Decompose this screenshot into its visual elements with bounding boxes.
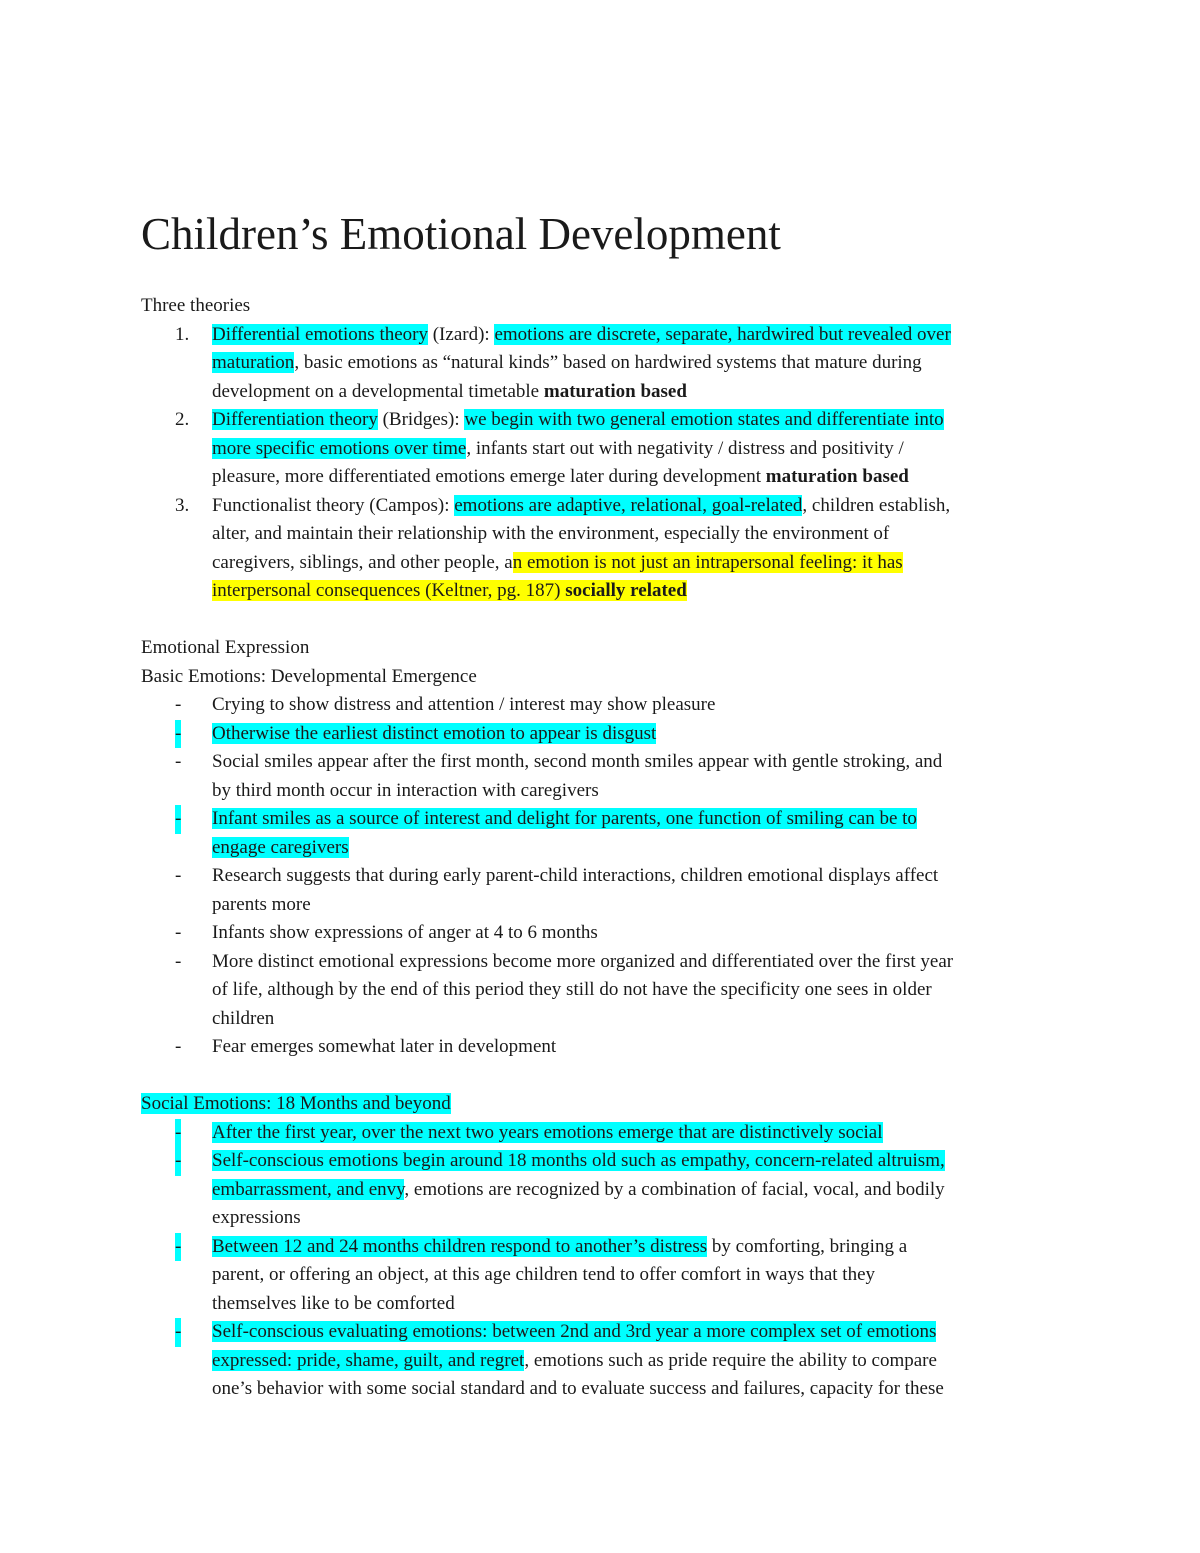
text-segment: , infants start out with negativity / distress and positivity / — [466, 437, 904, 459]
text-line — [212, 492, 1081, 521]
text-segment: alter, and maintain their relationship with the environment, especially the environment of — [212, 523, 890, 544]
text-line — [212, 1147, 1081, 1176]
highlighted-text: emotions are discrete, separate, hardwired but revealed over — [494, 323, 951, 345]
text-segment: (Bridges): — [377, 409, 465, 430]
highlighted-text: n emotion is not just an intrapersonal feeling: it has — [512, 551, 903, 573]
list-item — [141, 321, 1081, 407]
text-segment: Functionalist theory (Campos): — [212, 494, 455, 516]
text-line — [212, 1005, 1081, 1034]
section-heading-emotional-expression: Emotional Expression — [141, 637, 310, 658]
text-line — [212, 948, 1081, 977]
subheading-basic-emotions: Basic Emotions: Developmental Emergence — [141, 665, 477, 687]
highlighted-text: Otherwise the earliest distinct emotion to appear is disgust — [212, 722, 657, 744]
text-line — [212, 720, 1081, 749]
text-line — [212, 1375, 1081, 1404]
list-marker: - — [175, 1318, 181, 1347]
list-item — [141, 1318, 1081, 1404]
list-item — [141, 805, 1081, 862]
text-segment: of life, although by the end of this period they still do not have the specificity one sees in older — [212, 979, 932, 1000]
highlighted-text: Infant smiles as a source of interest and delight for parents, one function of smiling can be to — [212, 808, 917, 829]
text-segment: (Izard): — [427, 323, 495, 345]
text-line — [212, 1233, 1081, 1262]
list-item — [141, 406, 1081, 492]
text-line — [212, 777, 1081, 806]
text-line — [212, 691, 1081, 720]
text-line — [212, 919, 1081, 948]
list-item — [141, 1033, 1081, 1062]
highlighted-text: Differentiation theory — [212, 409, 378, 430]
highlighted-text: Differential emotions theory — [212, 323, 428, 345]
text-segment: one’s behavior with some social standard and to evaluate success and failures, capacity for these — [212, 1378, 944, 1399]
list-item — [141, 492, 1081, 606]
highlighted-text: emotions are adaptive, relational, goal-related — [454, 494, 803, 516]
text-line — [212, 577, 1081, 606]
text-line — [212, 549, 1081, 578]
text-segment: children — [212, 1007, 275, 1029]
highlighted-text: maturation — [212, 352, 295, 373]
social-emotions-list — [141, 1119, 1081, 1404]
text-line — [212, 748, 1081, 777]
list-item — [141, 720, 1081, 749]
text-segment: Infants show expressions of anger at 4 to 6 months — [212, 922, 598, 943]
highlighted-text: more specific emotions over time — [212, 437, 467, 459]
text-line — [212, 1290, 1081, 1319]
text-segment: More distinct emotional expressions become more organized and differentiated over the first year — [212, 950, 954, 972]
list-marker: - — [175, 805, 181, 834]
list-marker: - — [175, 1036, 182, 1057]
list-marker: 3. — [175, 494, 190, 516]
highlighted-text: engage caregivers — [212, 836, 349, 858]
text-segment: , basic emotions as “natural kinds” based on hardwired systems that mature during — [294, 352, 922, 373]
list-marker: - — [175, 1119, 181, 1148]
text-segment: caregivers, siblings, and other people, a — [212, 551, 513, 573]
text-line — [212, 406, 1081, 435]
text-line — [212, 1261, 1081, 1290]
highlighted-text: socially related — [565, 580, 687, 601]
list-marker: 2. — [175, 409, 190, 430]
text-line — [212, 435, 1081, 464]
text-line — [212, 463, 1081, 492]
text-line — [212, 805, 1081, 834]
list-marker: - — [175, 694, 182, 715]
text-segment: pleasure, more differentiated emotions emerge later during development — [212, 466, 766, 487]
list-marker: - — [175, 1147, 181, 1176]
highlighted-text: After the first year, over the next two years emotions emerge that are distinctively social — [212, 1121, 883, 1143]
theories-list — [141, 321, 1081, 606]
highlighted-text: interpersonal consequences (Keltner, pg. 187) — [212, 580, 566, 601]
list-marker: 1. — [175, 323, 190, 345]
text-segment: by comforting, bringing a — [707, 1235, 908, 1257]
section-heading-social-emotions-text: Social Emotions: 18 Months and beyond — [141, 1093, 451, 1114]
highlighted-text: we begin with two general emotion states and differentiate into — [464, 409, 944, 430]
text-segment: Social smiles appear after the first month, second month smiles appear with gentle stroking, and — [212, 751, 943, 772]
text-segment: development on a developmental timetable — [212, 380, 544, 402]
list-marker: - — [175, 922, 182, 943]
document-body — [141, 292, 1081, 1404]
list-item — [141, 919, 1081, 948]
text-segment: , emotions are recognized by a combination of facial, vocal, and bodily — [404, 1178, 945, 1200]
text-line — [212, 1033, 1081, 1062]
list-marker: - — [175, 950, 182, 972]
list-marker: - — [175, 720, 181, 749]
list-item — [141, 1233, 1081, 1319]
text-line — [212, 1204, 1081, 1233]
highlighted-text: expressed: pride, shame, guilt, and regret — [212, 1349, 525, 1371]
text-segment: Fear emerges somewhat later in development — [212, 1036, 557, 1057]
text-line — [212, 349, 1081, 378]
text-line — [212, 891, 1081, 920]
bold-text: maturation based — [765, 466, 909, 487]
list-item — [141, 948, 1081, 1034]
text-segment: expressions — [212, 1207, 301, 1228]
list-item — [141, 862, 1081, 919]
text-line — [212, 976, 1081, 1005]
text-line — [212, 1119, 1081, 1148]
text-segment: themselves like to be comforted — [212, 1292, 455, 1314]
basic-emotions-list — [141, 691, 1081, 1062]
list-item — [141, 1119, 1081, 1148]
list-item — [141, 748, 1081, 805]
list-marker: - — [175, 865, 182, 886]
text-segment: Research suggests that during early parent-child interactions, children emotional displays affect — [212, 865, 939, 886]
section-heading-social-emotions — [141, 1090, 1081, 1119]
text-line — [212, 1347, 1081, 1376]
text-segment: parents more — [212, 893, 311, 915]
text-segment: , emotions such as pride require the ability to compare — [524, 1349, 937, 1371]
text-line — [212, 1176, 1081, 1205]
text-line — [212, 1318, 1081, 1347]
text-line — [212, 862, 1081, 891]
text-line — [212, 834, 1081, 863]
highlighted-text: Self-conscious evaluating emotions: between 2nd and 3rd year a more complex set of emotions — [212, 1321, 937, 1342]
list-marker: - — [175, 1233, 181, 1262]
text-line — [212, 378, 1081, 407]
text-segment: parent, or offering an object, at this age children tend to offer comfort in ways that they — [212, 1264, 876, 1285]
text-segment: Crying to show distress and attention / interest may show pleasure — [212, 694, 716, 715]
text-line — [212, 321, 1081, 350]
text-segment: by third month occur in interaction with caregivers — [212, 779, 599, 801]
list-marker: - — [175, 751, 182, 772]
list-item — [141, 691, 1081, 720]
highlighted-text: Between 12 and 24 months children respond to another’s distress — [212, 1235, 708, 1257]
document-title: Children’s Emotional Development — [141, 209, 781, 259]
text-segment: , children establish, — [802, 494, 951, 516]
highlighted-text: Self-conscious emotions begin around 18 months old such as empathy, concern-related altruism, — [212, 1150, 945, 1171]
highlighted-text: embarrassment, and envy — [212, 1178, 405, 1200]
bold-text: maturation based — [543, 380, 687, 402]
list-item — [141, 1147, 1081, 1233]
section-heading-three-theories: Three theories — [141, 295, 251, 316]
text-line — [212, 520, 1081, 549]
